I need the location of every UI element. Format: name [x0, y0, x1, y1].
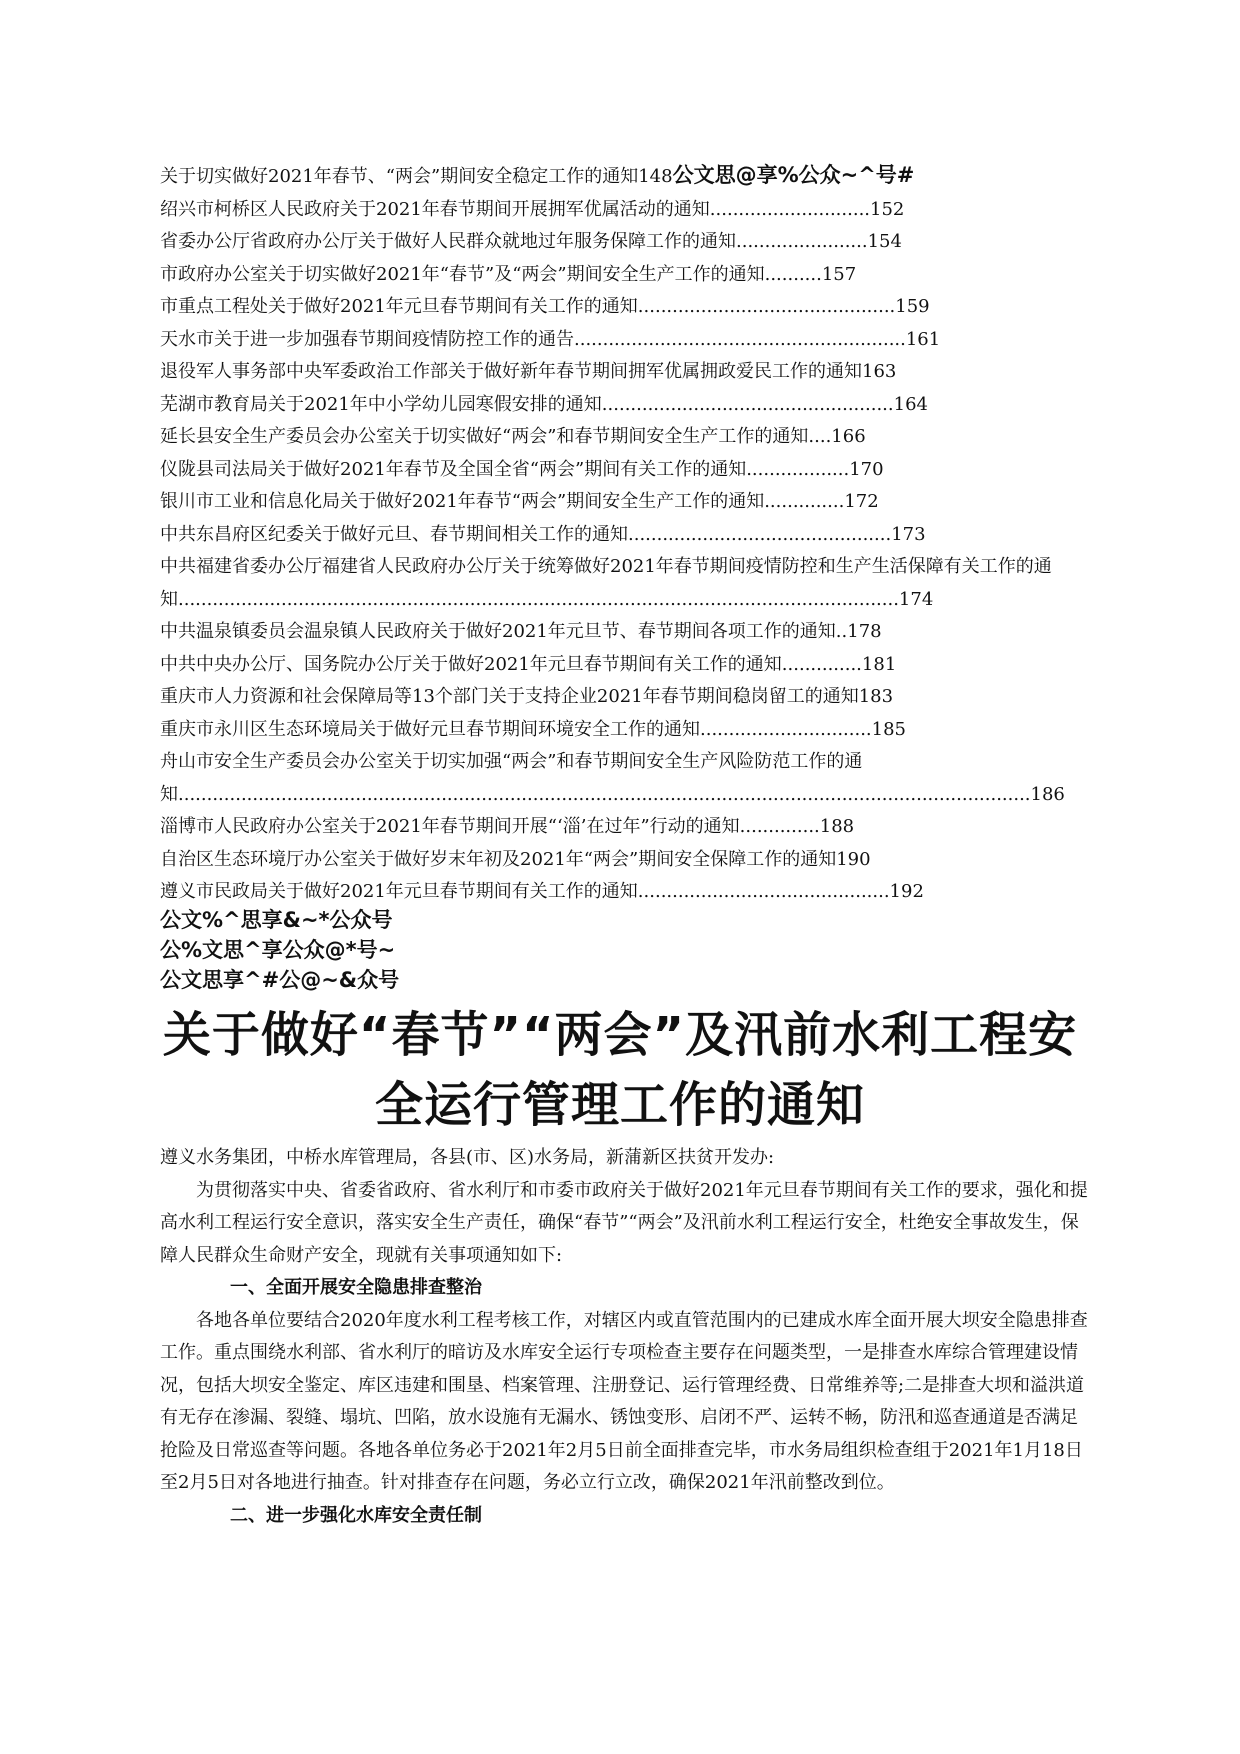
- table-of-contents: [160, 160, 1090, 909]
- watermark-text: 公文思@享%公众~^号#: [672, 163, 915, 187]
- toc-item-label: 关于切实做好2021年春节、“两会”期间安全稳定工作的通知148: [160, 166, 673, 187]
- section-paragraph: 各地各单位要结合2020年度水利工程考核工作，对辖区内或直管范围内的已建成水库全面开展大坝安全隐患排查工作。重点围绕水利部、省水利厅的暗访及水库安全运行专项检查主要存在问题类型，一是排查水库综合管理建设情况，包括大坝安全鉴定、库区违建和围垦、档案管理、注册登记、运行管理经费、日常维养等;二是排查大坝和溢洪道有无存在渗漏、裂缝、塌坑、凹陷，放水设施有无漏水、锈蚀变形、启闭不严、运转不畅，防汛和巡查通道是否满足抢险及日常巡查等问题。各地各单位务必于2021年2月5日前全面排查完毕，市水务局组织检查组于2021年1月18日至2月5日对各地进行抽查。针对排查存在问题，务必立行立改，确保2021年汛前整改到位。: [160, 1309, 1088, 1493]
- toc-item[interactable]: [160, 160, 1090, 194]
- document-title: [130, 1000, 1110, 1140]
- watermark-group: [160, 905, 660, 995]
- toc-item[interactable]: 省委办公厅省政府办公厅关于做好人民群众就地过年服务保障工作的通知.......................154: [160, 231, 902, 252]
- section-heading: 二、进一步强化水库安全责任制: [230, 1504, 482, 1526]
- toc-item[interactable]: 中共温泉镇委员会温泉镇人民政府关于做好2021年元旦节、春节期间各项工作的通知..178: [160, 621, 882, 642]
- title-line: 全运行管理工作的通知: [374, 1077, 865, 1133]
- toc-item[interactable]: 重庆市人力资源和社会保障局等13个部门关于支持企业2021年春节期间稳岗留工的通知183: [160, 686, 894, 707]
- recipients: 遵义水务集团，中桥水库管理局，各县(市、区)水务局，新蒲新区扶贫开发办:: [160, 1147, 775, 1168]
- intro-paragraph: 为贯彻落实中央、省委省政府、省水利厅和市委市政府关于做好2021年元旦春节期间有关工作的要求，强化和提高水利工程运行安全意识，落实安全生产责任，确保“春节”“两会”及汛前水利工程运行安全，杜绝安全事故发生，保障人民群众生命财产安全，现就有关事项通知如下:: [160, 1179, 1088, 1266]
- toc-item[interactable]: 延长县安全生产委员会办公室关于切实做好“两会”和春节期间安全生产工作的通知....166: [160, 426, 866, 447]
- toc-item[interactable]: 遵义市民政局关于做好2021年元旦春节期间有关工作的通知............................................192: [160, 881, 924, 902]
- toc-item[interactable]: 自治区生态环境厅办公室关于做好岁末年初及2021年“两会”期间安全保障工作的通知190: [160, 848, 871, 870]
- toc-item[interactable]: 仪陇县司法局关于做好2021年春节及全国全省“两会”期间有关工作的通知..................170: [160, 458, 884, 480]
- watermark-text: 公%文思^享公众@*号~: [160, 938, 396, 962]
- toc-item[interactable]: 舟山市安全生产委员会办公室关于切实加强“两会”和春节期间安全生产风险防范工作的通知.....................................................................................................................................................186: [160, 751, 1065, 805]
- toc-item[interactable]: 芜湖市教育局关于2021年中小学幼儿园寒假安排的通知...................................................164: [160, 393, 928, 415]
- title-line: 关于做好“春节”“两会”及汛前水利工程安: [162, 1007, 1078, 1063]
- toc-item[interactable]: 中共中央办公厅、国务院办公厅关于做好2021年元旦春节期间有关工作的通知..............181: [160, 653, 897, 675]
- toc-item[interactable]: 天水市关于进一步加强春节期间疫情防控工作的通告..........................................................161: [160, 328, 941, 350]
- toc-item[interactable]: 退役军人事务部中央军委政治工作部关于做好新年春节期间拥军优属拥政爱民工作的通知163: [160, 361, 897, 382]
- document-body: [160, 1142, 1090, 1532]
- section-heading: 一、全面开展安全隐患排查整治: [230, 1277, 482, 1298]
- toc-item[interactable]: 淄博市人民政府办公室关于2021年春节期间开展“‘淄’在过年”行动的通知..............188: [160, 816, 855, 837]
- toc-item[interactable]: 中共东昌府区纪委关于做好元旦、春节期间相关工作的通知..............................................173: [160, 523, 926, 545]
- toc-item[interactable]: 绍兴市柯桥区人民政府关于2021年春节期间开展拥军优属活动的通知............................152: [160, 198, 905, 220]
- toc-item[interactable]: 银川市工业和信息化局关于做好2021年春节“两会”期间安全生产工作的通知..............172: [160, 491, 879, 512]
- watermark-text: 公文思享^#公@~&众号: [160, 968, 400, 992]
- watermark-text: 公文%^思享&~*公众号: [160, 908, 393, 932]
- toc-item[interactable]: 中共福建省委办公厅福建省人民政府办公厅关于统筹做好2021年春节期间疫情防控和生产生活保障有关工作的通知..............................................................................................................................174: [160, 556, 1052, 610]
- toc-item[interactable]: 市政府办公室关于切实做好2021年“春节”及“两会”期间安全生产工作的通知..........157: [160, 263, 857, 285]
- toc-item[interactable]: 市重点工程处关于做好2021年元旦春节期间有关工作的通知.............................................159: [160, 296, 930, 317]
- toc-item[interactable]: 重庆市永川区生态环境局关于做好元旦春节期间环境安全工作的通知..............................185: [160, 718, 907, 740]
